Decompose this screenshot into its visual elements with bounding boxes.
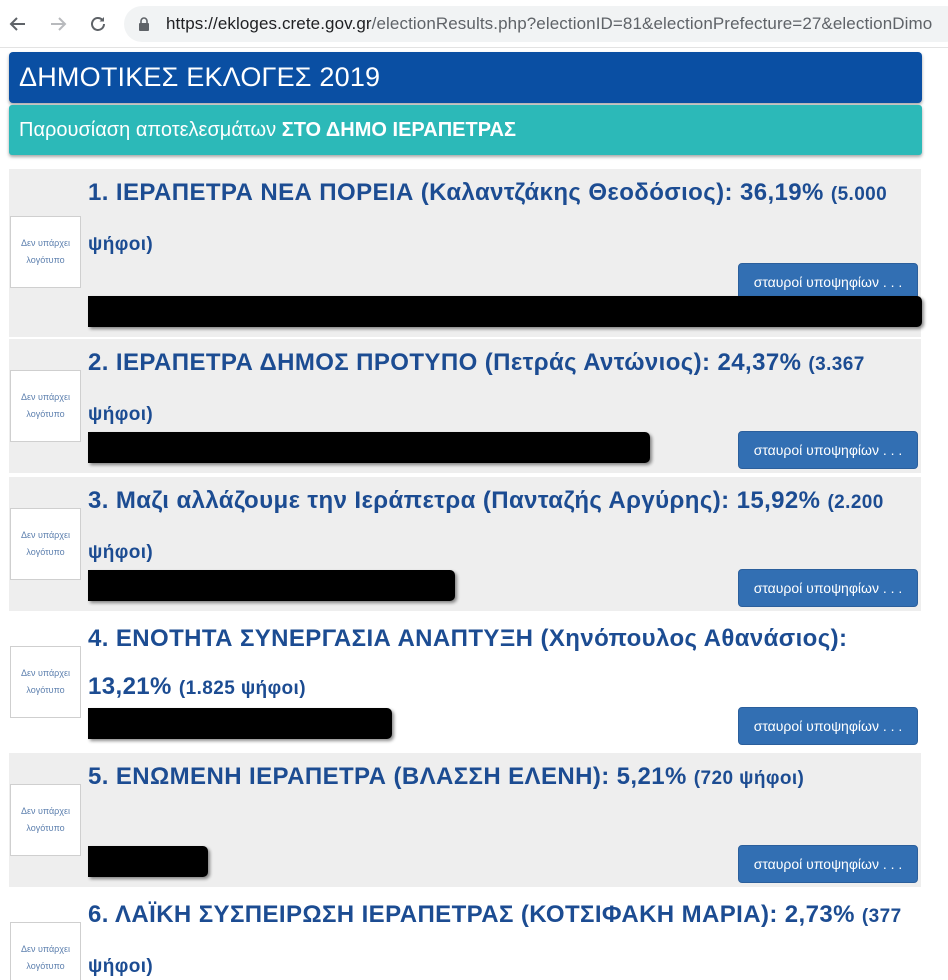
party-logo-placeholder xyxy=(10,784,81,856)
result-votes: (2.200 ψήφοι) xyxy=(88,492,884,563)
result-votes: (1.825 ψήφοι) xyxy=(178,678,306,699)
address-bar[interactable] xyxy=(124,6,948,42)
back-arrow-icon[interactable] xyxy=(4,10,32,38)
result-title-text: 6. ΛΑΪΚΗ ΣΥΣΠΕΙΡΩΣΗ ΙΕΡΑΠΕΤΡΑΣ (ΚΟΤΣΙΦΑΚΗ ΜΑΡΙΑ): 2,73% xyxy=(88,901,855,928)
result-bar xyxy=(88,432,650,463)
party-logo-placeholder xyxy=(10,508,81,580)
party-logo-placeholder xyxy=(10,922,81,980)
candidates-crosses-button[interactable]: σταυροί υποψηφίων . . . xyxy=(738,431,918,469)
result-bar xyxy=(88,570,455,601)
url-host: https://ekloges.crete.gov.gr xyxy=(166,14,372,33)
no-logo-text-2: λογότυπο xyxy=(26,961,65,971)
no-logo-text-2: λογότυπο xyxy=(26,823,65,833)
no-logo-text-2: λογότυπο xyxy=(26,409,65,419)
subtitle xyxy=(19,119,516,142)
result-row xyxy=(9,339,921,473)
result-title xyxy=(88,753,923,803)
result-votes: (377 ψήφοι) xyxy=(88,906,902,977)
result-row xyxy=(9,477,921,611)
no-logo-text-2: λογότυπο xyxy=(26,685,65,695)
party-logo-placeholder xyxy=(10,216,81,288)
result-title-text: 2. ΙΕΡΑΠΕΤΡΑ ΔΗΜΟΣ ΠΡΟΤΥΠΟ (Πετράς Αντώνιος): 24,37% xyxy=(88,349,802,376)
subtitle-prefix: Παρουσίαση αποτελεσμάτων xyxy=(19,118,282,141)
result-title xyxy=(88,477,923,577)
no-logo-text-1: Δεν υπάρχει xyxy=(20,806,71,816)
no-logo-text-1: Δεν υπάρχει xyxy=(20,238,71,248)
result-title xyxy=(88,339,923,439)
candidates-crosses-button[interactable]: σταυροί υποψηφίων . . . xyxy=(738,263,918,301)
result-votes: (3.367 ψήφοι) xyxy=(88,354,865,425)
party-logo-placeholder xyxy=(10,370,81,442)
url-path: /electionResults.php?electionID=81&electionPrefecture=27&electionDimo xyxy=(371,14,933,33)
no-logo-text-1: Δεν υπάρχει xyxy=(20,668,71,678)
result-title xyxy=(88,169,923,269)
result-title-text: 1. ΙΕΡΑΠΕΤΡΑ ΝΕΑ ΠΟΡΕΙΑ (Καλαντζάκης Θεοδόσιος): 36,19% xyxy=(88,179,824,206)
lock-icon[interactable] xyxy=(138,16,150,32)
result-title-text: 4. ΕΝΟΤΗΤΑ ΣΥΝΕΡΓΑΣΙΑ ΑΝΑΠΤΥΞΗ (Χηνόπουλος Αθανάσιος): 13,21% xyxy=(88,625,848,700)
result-row xyxy=(9,753,921,887)
url-text[interactable] xyxy=(166,14,932,34)
result-title-text: 5. ΕΝΩΜΕΝΗ ΙΕΡΑΠΕΤΡΑ (ΒΛΑΣΣΗ ΕΛΕΝΗ): 5,21% xyxy=(88,763,687,790)
reload-icon[interactable] xyxy=(84,10,112,38)
page-title: ΔΗΜΟΤΙΚΕΣ ΕΚΛΟΓΕΣ 2019 xyxy=(19,62,381,92)
no-logo-text-2: λογότυπο xyxy=(26,255,65,265)
result-title xyxy=(88,891,923,980)
subtitle-municipality: ΣΤΟ ΔΗΜΟ ΙΕΡΑΠΕΤΡΑΣ xyxy=(281,118,517,141)
result-title-text: 3. Μαζι αλλάζουμε την Ιεράπετρα (Πανταζής Αργύρης): 15,92% xyxy=(88,487,821,514)
result-bar xyxy=(88,708,392,739)
candidates-crosses-button[interactable]: σταυροί υποψηφίων . . . xyxy=(738,845,918,883)
no-logo-text-1: Δεν υπάρχει xyxy=(20,530,71,540)
no-logo-text-1: Δεν υπάρχει xyxy=(20,944,71,954)
result-row xyxy=(9,169,921,337)
candidates-crosses-button[interactable]: σταυροί υποψηφίων . . . xyxy=(738,569,918,607)
result-bar xyxy=(88,296,922,327)
result-title xyxy=(88,615,923,713)
result-votes: (5.000 ψήφοι) xyxy=(88,184,888,255)
forward-arrow-icon[interactable] xyxy=(44,10,72,38)
result-row xyxy=(9,891,921,980)
browser-toolbar xyxy=(0,0,948,48)
page-title-banner xyxy=(9,52,922,103)
result-row xyxy=(9,615,921,749)
no-logo-text-1: Δεν υπάρχει xyxy=(20,392,71,402)
result-votes: (720 ψήφοι) xyxy=(693,768,805,789)
subtitle-banner xyxy=(9,105,922,155)
candidates-crosses-button[interactable]: σταυροί υποψηφίων . . . xyxy=(738,707,918,745)
no-logo-text-2: λογότυπο xyxy=(26,547,65,557)
result-bar xyxy=(88,846,208,877)
party-logo-placeholder xyxy=(10,646,81,718)
